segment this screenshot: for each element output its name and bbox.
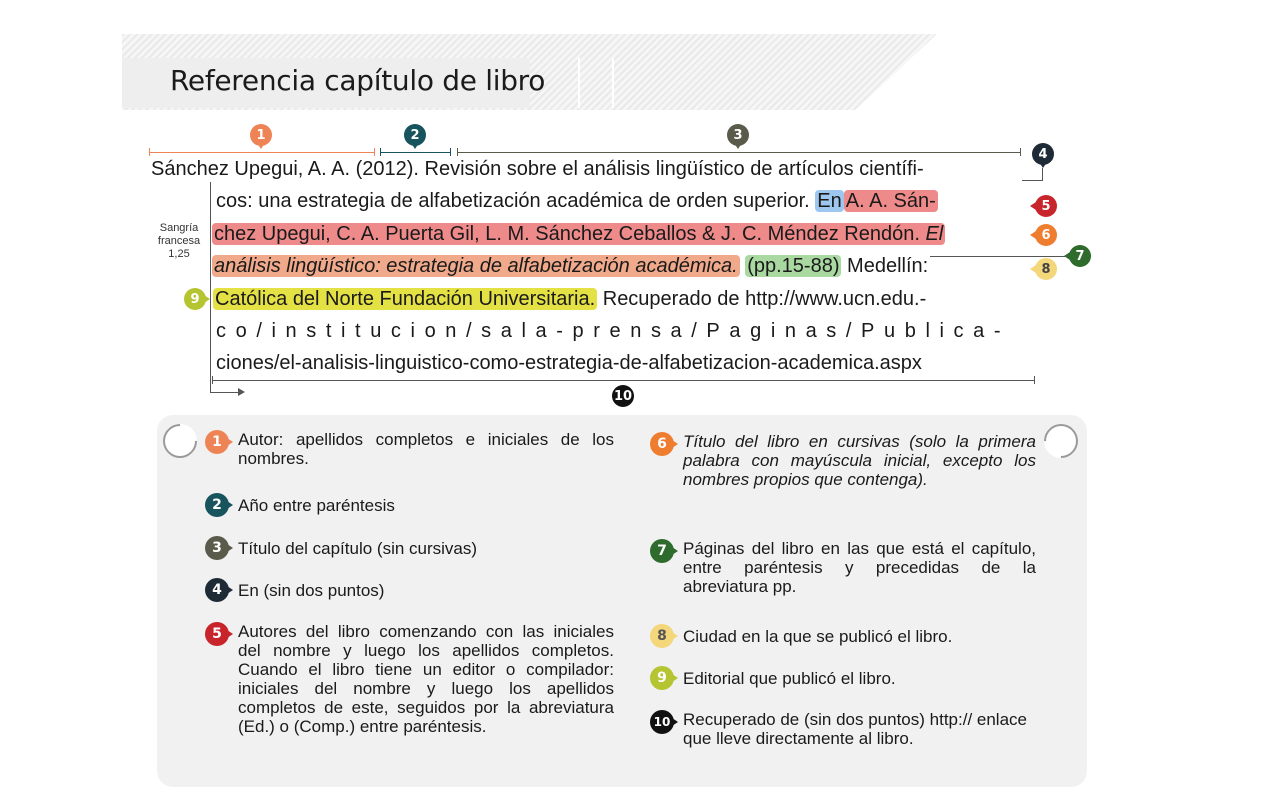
reference-text: Recuperado de http://www.ucn.edu.- (597, 288, 927, 310)
reference-text: El (925, 223, 944, 245)
bracket-tick (1034, 376, 1035, 384)
legend-text-10: Recuperado de (sin dos puntos) http:// enlace que lleve directamente al libro. (683, 710, 1027, 748)
reference-line-6: co/institucion/sala-prensa/Paginas/Publica- (216, 320, 1011, 342)
marker-9: 9 (184, 288, 206, 310)
bracket-author (149, 152, 374, 153)
bracket-tick (1020, 148, 1021, 156)
legend-text-9: Editorial que publicó el libro. (683, 669, 896, 688)
marker-6: 6 (1035, 224, 1057, 246)
reference-text: cos: una estrategia de alfabetización académica de orden superior. (216, 190, 816, 212)
banner-divider (612, 58, 614, 108)
bracket-tick (149, 148, 150, 156)
legend-item-6 (650, 432, 1040, 520)
marker-5: 5 (1035, 195, 1057, 217)
legend-item-3 (205, 536, 615, 560)
connector-4 (1022, 180, 1043, 181)
legend-text-1: Autor: apellidos completos e iniciales de los nombres. (238, 430, 614, 468)
legend-item-10 (650, 710, 1040, 754)
legend-marker-1: 1 (205, 430, 229, 454)
highlight-en: En (817, 190, 842, 212)
bracket-tick (374, 148, 375, 156)
banner-divider (578, 58, 580, 108)
arrow-head (238, 388, 245, 396)
marker-8: 8 (1035, 258, 1057, 280)
page-title: Referencia capítulo de libro (170, 64, 546, 97)
legend-text-8: Ciudad en la que se publicó el libro. (683, 627, 953, 646)
legend-item-9 (650, 666, 1040, 690)
reference-line-3 (212, 221, 945, 247)
legend-marker-9: 9 (650, 666, 674, 690)
reference-text: Medellín: (841, 255, 929, 277)
connector-4 (1042, 168, 1043, 180)
bracket-tick (212, 376, 213, 384)
legend-marker-10: 10 (650, 710, 674, 734)
reference-line-7: ciones/el-analisis-linguistico-como-estrategia-de-alfabetizacion-academica.aspx (216, 352, 922, 374)
bracket-url (212, 380, 1035, 381)
legend-text-4: En (sin dos puntos) (238, 581, 385, 600)
reference-line-4 (212, 253, 928, 279)
reference-line-1: Sánchez Upegui, A. A. (2012). Revisión sobre el análisis lingüístico de artículos científi- (151, 158, 924, 180)
bracket-tick (450, 148, 451, 156)
legend-item-8 (650, 624, 1040, 648)
legend-marker-3: 3 (205, 536, 229, 560)
legend-item-4 (205, 578, 615, 602)
legend-item-2 (205, 493, 615, 517)
legend-text-3: Título del capítulo (sin cursivas) (238, 539, 478, 558)
highlight-book-title: análisis lingüístico: estrategia de alfabetización académica. (214, 255, 738, 277)
reference-line-2 (216, 188, 938, 214)
legend-text-6: Título del libro en cursivas (solo la primera palabra con mayúscula inicial, excepto los nombres propios que contenga). (683, 432, 1036, 489)
highlight-book-authors (212, 223, 945, 245)
legend-item-7 (650, 539, 1040, 605)
connector-7 (930, 256, 1070, 257)
legend-marker-7: 7 (650, 539, 674, 563)
marker-7: 7 (1069, 245, 1091, 267)
marker-2: 2 (404, 124, 426, 146)
indent-guide (210, 182, 211, 392)
legend-marker-6: 6 (650, 432, 674, 456)
legend-marker-2: 2 (205, 493, 229, 517)
marker-3: 3 (727, 124, 749, 146)
legend-text-7: Páginas del libro en las que está el capítulo, entre paréntesis y precedidas de la abreviatura pp. (683, 539, 1036, 596)
indent-note: Sangría francesa 1,25 (157, 222, 201, 260)
legend-marker-5: 5 (205, 622, 229, 646)
legend-marker-8: 8 (650, 624, 674, 648)
legend-item-5 (205, 622, 615, 772)
bracket-tick (380, 148, 381, 156)
legend-item-1 (205, 430, 615, 476)
marker-1: 1 (250, 124, 272, 146)
marker-4: 4 (1032, 143, 1054, 165)
reference-line-5 (213, 286, 926, 312)
bracket-chapter-title (457, 152, 1020, 153)
highlight-pages: (pp.15-88) (747, 255, 840, 277)
indent-arrow (210, 392, 240, 393)
bracket-tick (457, 148, 458, 156)
legend-marker-4: 4 (205, 578, 229, 602)
highlight-book-authors: A. A. Sán- (845, 190, 936, 212)
bracket-year (380, 152, 450, 153)
legend-text-2: Año entre paréntesis (238, 496, 395, 515)
marker-10: 10 (612, 385, 634, 407)
highlight-publisher: Católica del Norte Fundación Universitaria. (215, 288, 596, 310)
legend-text-5: Autores del libro comenzando con las iniciales del nombre y luego los apellidos completos. Cuando el libro tiene un editor o compilador: iniciales del nombre y luego los apellidos completos de este, seguidos por la abreviatura (Ed.) o (Comp.) entre paréntesis. (238, 622, 614, 736)
reference-text: chez Upegui, C. A. Puerta Gil, L. M. Sánchez Ceballos & J. C. Méndez Rendón. (214, 223, 926, 245)
